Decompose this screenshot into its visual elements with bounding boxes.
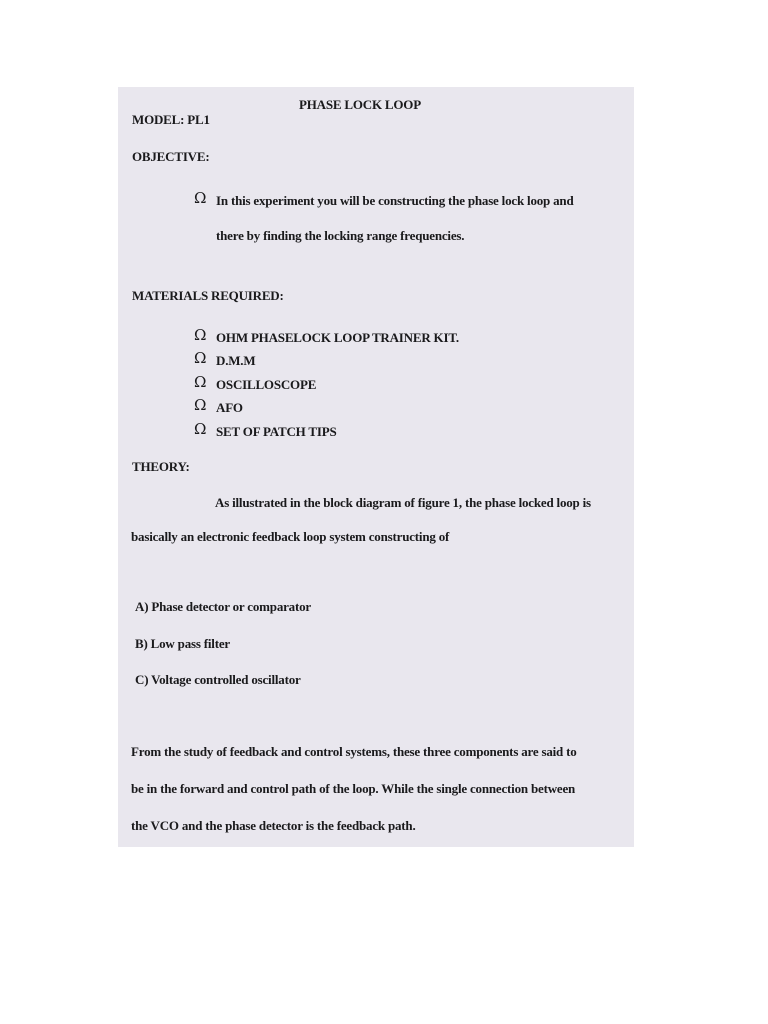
theory-text-line1: As illustrated in the block diagram of figure 1, the phase locked loop is bbox=[215, 495, 591, 510]
theory-heading: THEORY: bbox=[132, 459, 190, 474]
omega-bullet-icon: Ω bbox=[194, 349, 207, 367]
material-item: SET OF PATCH TIPS bbox=[216, 424, 337, 439]
theory-text-line2: basically an electronic feedback loop system constructing of bbox=[131, 529, 450, 544]
objective-text-line2: there by finding the locking range frequencies. bbox=[216, 228, 465, 243]
materials-heading: MATERIALS REQUIRED: bbox=[132, 288, 284, 303]
omega-bullet-icon: Ω bbox=[194, 420, 207, 438]
omega-bullet-icon: Ω bbox=[194, 189, 207, 207]
document-title: PHASE LOCK LOOP bbox=[299, 97, 421, 112]
paragraph-line2: be in the forward and control path of the loop. While the single connection between bbox=[131, 781, 576, 796]
paragraph-line1: From the study of feedback and control systems, these three components are said to bbox=[131, 744, 577, 759]
material-item: OHM PHASELOCK LOOP TRAINER KIT. bbox=[216, 330, 459, 345]
component-item: B) Low pass filter bbox=[135, 636, 230, 651]
objective-text-line1: In this experiment you will be constructing the phase lock loop and bbox=[216, 193, 574, 208]
omega-bullet-icon: Ω bbox=[194, 326, 207, 344]
material-item: OSCILLOSCOPE bbox=[216, 377, 317, 392]
omega-bullet-icon: Ω bbox=[194, 373, 207, 391]
material-item: AFO bbox=[216, 400, 243, 415]
component-item: C) Voltage controlled oscillator bbox=[135, 672, 301, 687]
objective-heading: OBJECTIVE: bbox=[132, 149, 210, 164]
model-label: MODEL: PL1 bbox=[132, 112, 210, 127]
component-item: A) Phase detector or comparator bbox=[135, 599, 311, 614]
paragraph-line3: the VCO and the phase detector is the feedback path. bbox=[131, 818, 416, 833]
omega-bullet-icon: Ω bbox=[194, 396, 207, 414]
material-item: D.M.M bbox=[216, 353, 256, 368]
document-page bbox=[118, 87, 634, 847]
